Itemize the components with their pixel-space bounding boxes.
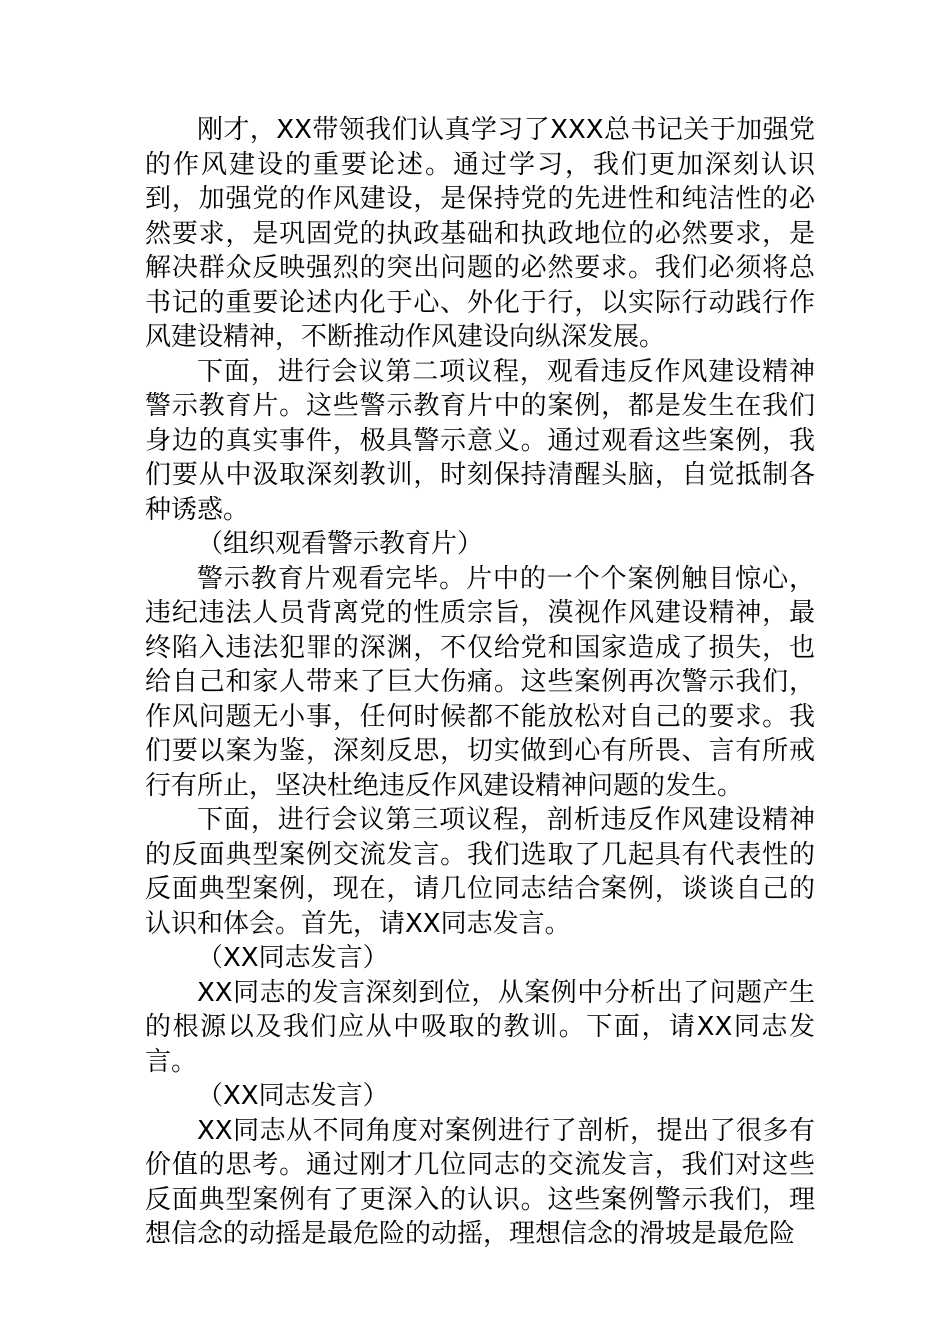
stage-note-speech-2: （XX同志发言） — [197, 1081, 389, 1111]
paragraph-film-summary: 警示教育片观看完毕。片中的一个个案例触目惊心，违纪违法人员背离党的性质宗旨，漠视作风建设精神，最终陷入违法犯罪的深渊，不仅给党和国家造成了损失，也给自己和家人带来了巨大伤痛。这些案例再次警示我们，作风问题无小事，任何时候都不能放松对自己的要求。我们要以案为鉴，深刻反思，切实做到心有所畏、言有所戒行有所止，坚决杜绝违反作风建设精神问题的发生。 — [145, 563, 815, 801]
paragraph-opening: 刚才，XX带领我们认真学习了XXX总书记关于加强党的作风建设的重要论述。通过学习，我们更加深刻认识到，加强党的作风建设，是保持党的先进性和纯洁性的必然要求，是巩固党的执政基础和执政地位的必然要求，是解决群众反映强烈的突出问题的必然要求。我们必须将总书记的重要论述内化于心、外化于行，以实际行动践行作风建设精神，不断推动作风建设向纵深发展。 — [145, 115, 815, 352]
paragraph-speech-comment-1: XX同志的发言深刻到位，从案例中分析出了问题产生的根源以及我们应从中吸取的教训。下面，请XX同志发言。 — [145, 977, 815, 1077]
stage-note-speech-1: （XX同志发言） — [197, 943, 389, 973]
paragraph-agenda-two: 下面，进行会议第二项议程，观看违反作风建设精神警示教育片。这些警示教育片中的案例，都是发生在我们身边的真实事件，极具警示意义。通过观看这些案例，我们要从中汲取深刻教训，时刻保持清醒头脑，自觉抵制各种诱惑。 — [145, 356, 815, 525]
paragraph-agenda-three: 下面，进行会议第三项议程，剖析违反作风建设精神的反面典型案例交流发言。我们选取了几起具有代表性的反面典型案例，现在，请几位同志结合案例，谈谈自己的认识和体会。首先，请XX同志发言。 — [145, 805, 815, 939]
document-page — [145, 113, 815, 1252]
paragraph-speech-comment-2: XX同志从不同角度对案例进行了剖析，提出了很多有价值的思考。通过刚才几位同志的交流发言，我们对这些反面典型案例有了更深入的认识。这些案例警示我们，理想信念的动摇是最危险的动摇，理想信念的滑坡是最危险 — [145, 1115, 815, 1249]
stage-note-watch-film: （组织观看警示教育片） — [197, 529, 484, 559]
